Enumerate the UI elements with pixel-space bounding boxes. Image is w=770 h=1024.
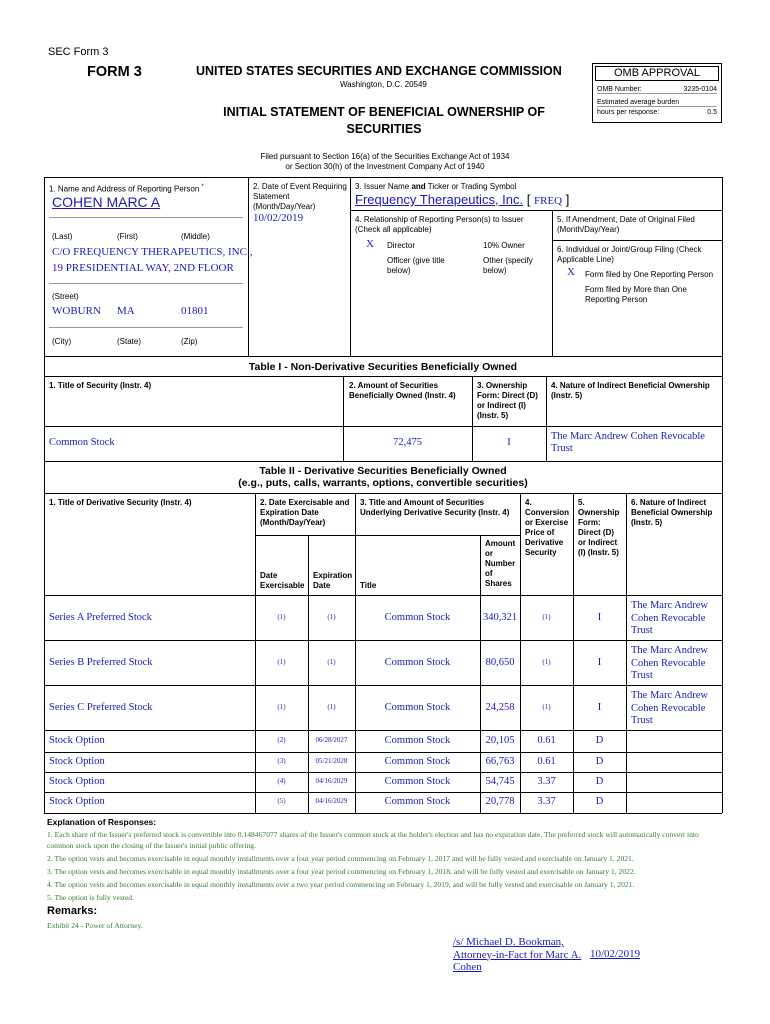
- table1-col3-header: [477, 381, 538, 421]
- director-check[interactable]: X: [366, 238, 374, 250]
- table1-col4-header: [551, 381, 710, 401]
- other-label-1: Other (specify: [483, 256, 533, 265]
- derivative-title: Series C Preferred Stock: [49, 702, 153, 713]
- nature-of-ownership: [631, 645, 708, 683]
- table1-col2-header-b: Beneficially Owned (Instr. 4): [349, 391, 456, 400]
- signature-line-1: /s/ Michael D. Bookman,: [453, 936, 564, 948]
- officer-label-2: below): [387, 266, 411, 275]
- table1-col4-header-b: (Instr. 5): [551, 391, 583, 400]
- table2-col6-header-a: 6. Nature of Indirect: [631, 498, 707, 507]
- box6-label-2: Applicable Line): [557, 255, 614, 264]
- date-exercisable-header: [260, 571, 304, 591]
- table1-col3-header-d: (Instr. 5): [477, 411, 509, 420]
- reporting-person-name[interactable]: COHEN MARC A: [52, 194, 161, 210]
- table1-col4-header-a: 4. Nature of Indirect Beneficial Ownership: [551, 381, 710, 390]
- underlying-title: Common Stock: [384, 776, 451, 787]
- date-exercisable: (5): [277, 797, 286, 805]
- officer-label: [387, 256, 445, 276]
- ownership-form: I: [597, 702, 602, 713]
- footnote-4: 4. The option vests and becomes exercisable in equal monthly installments over a two year period commencing on February 1, 2019, and will be fully vested and exercisable on January 1, 2021.: [47, 880, 635, 889]
- more-reporting-label-2: Reporting Person: [585, 295, 648, 304]
- director-label: Director: [387, 241, 416, 250]
- omb-approval-title: OMB APPROVAL: [595, 66, 719, 81]
- table1-nature: [551, 431, 705, 455]
- derivative-title: Series A Preferred Stock: [49, 612, 152, 623]
- filed-line-1: Filed pursuant to Section 16(a) of the Securities Exchange Act of 1934: [260, 152, 510, 161]
- omb-approval-box: [592, 63, 722, 123]
- city-label: (City): [52, 337, 72, 346]
- conversion-price: 3.37: [537, 796, 556, 807]
- more-reporting-label-1: Form filed by More than One: [585, 285, 687, 294]
- nature-line-1: The Marc Andrew: [631, 645, 708, 656]
- box3-label-and: and: [411, 182, 426, 191]
- table2-col5-header-f: (I) (Instr. 5): [578, 548, 619, 557]
- middle-label: (Middle): [181, 232, 210, 241]
- other-label: [483, 256, 533, 276]
- table2-col1-header: 1. Title of Derivative Security (Instr. 4): [49, 498, 192, 507]
- agency-location: Washington, D.C. 20549: [340, 80, 427, 89]
- date-exercisable: (4): [277, 777, 286, 785]
- box5-label-1: 5. If Amendment, Date of Original Filed: [557, 215, 695, 224]
- explanation-notes: [47, 829, 725, 903]
- table1-nature-line-1: The Marc Andrew Cohen Revocable: [551, 431, 705, 442]
- underlying-shares: 54,745: [485, 776, 515, 787]
- nature-line-2: Cohen Revocable: [631, 612, 706, 624]
- box6-label-1: 6. Individual or Joint/Group Filing (Check: [557, 245, 702, 254]
- expiration-date-header: [313, 571, 352, 591]
- nature-of-ownership: [631, 600, 708, 638]
- amount-shares-header-1: Amount: [485, 539, 516, 548]
- issuer-name-link[interactable]: Frequency Therapeutics, Inc.: [355, 192, 524, 207]
- expiration-date: 06/28/2027: [315, 736, 348, 744]
- zip-label: (Zip): [181, 337, 198, 346]
- signature-date: 10/02/2019: [590, 948, 641, 960]
- date-exercisable: (1): [277, 613, 286, 621]
- footnote-2: 2. The option vests and becomes exercisable in equal monthly installments over a four year period commencing on February 1, 2017 and will be fully vested and exercisable on January 1, 2021.: [47, 854, 634, 863]
- table2-col6-header: [631, 498, 712, 528]
- nature-of-ownership: [631, 690, 708, 728]
- table1-col2-header: [349, 381, 456, 401]
- address-line-1: C/O FREQUENCY THERAPEUTICS, INC.,: [52, 246, 253, 258]
- table1-col3-header-c: or Indirect (I): [477, 401, 526, 410]
- table2-col5-header-a: 5.: [578, 498, 585, 507]
- underlying-title: Common Stock: [384, 796, 451, 807]
- nature-line-3: Trust: [631, 715, 653, 726]
- box1-asterisk: *: [201, 184, 204, 190]
- table2-title-2: (e.g., puts, calls, warrants, options, convertible securities): [238, 477, 528, 489]
- underlying-shares: 340,321: [482, 612, 518, 623]
- conversion-price: (1): [542, 658, 551, 666]
- expiration-date: (1): [327, 613, 336, 621]
- ownership-form: I: [597, 612, 602, 623]
- underlying-title: Common Stock: [384, 657, 451, 668]
- table2-col6-header-c: (Instr. 5): [631, 518, 663, 527]
- underlying-shares: 20,105: [485, 735, 515, 746]
- remarks-title: Remarks:: [47, 905, 98, 917]
- ownership-form: D: [595, 796, 604, 807]
- amount-shares-header-3: Number: [485, 559, 516, 568]
- omb-hours: 0.5: [707, 109, 717, 116]
- issuer-line: [355, 192, 569, 207]
- explanation-title: Explanation of Responses:: [47, 817, 157, 827]
- underlying-title: Common Stock: [384, 702, 451, 713]
- table2-col4-header: [525, 498, 569, 558]
- first-label: (First): [117, 232, 138, 241]
- form-number: FORM 3: [87, 64, 142, 80]
- street-label: (Street): [52, 292, 79, 301]
- other-label-2: below): [483, 266, 507, 275]
- table1-ownership-form: I: [507, 437, 511, 448]
- conversion-price: 3.37: [537, 776, 556, 787]
- expiration-date: (1): [327, 658, 336, 666]
- omb-hours-label: hours per response:: [597, 109, 660, 116]
- footnote-3: 3. The option vests and becomes exercisable in equal monthly installments over a four year period commencing on February 1, 2018, and will be fully vested and exercisable on January 1, 2022.: [47, 867, 636, 876]
- derivative-title: Stock Option: [49, 776, 105, 787]
- underlying-shares: 20,778: [485, 796, 515, 807]
- ticker-symbol: FREQ: [534, 195, 563, 207]
- box3-label: [355, 182, 516, 192]
- table2-col5-header: [578, 498, 619, 558]
- table2-col3-header-a: 3. Title and Amount of Securities: [360, 498, 485, 507]
- ticker-bracket-open: [: [526, 192, 531, 207]
- table1-col1-header: 1. Title of Security (Instr. 4): [49, 381, 152, 390]
- underlying-shares: 80,650: [485, 657, 515, 668]
- nature-line-1: The Marc Andrew: [631, 690, 708, 701]
- date-exercisable-header-2: Exercisable: [260, 581, 305, 590]
- event-date: 10/02/2019: [253, 212, 304, 224]
- expiration-date-header-2: Date: [313, 581, 331, 590]
- expiration-date: 04/16/2029: [315, 797, 348, 805]
- table2-col4-header-f: Security: [525, 548, 557, 557]
- table2-col5-header-d: Direct (D): [578, 528, 615, 537]
- box2-label: [253, 182, 347, 212]
- box6-label: [557, 245, 702, 265]
- table2-col2-header: [260, 498, 349, 528]
- table2-col5-header-e: or Indirect: [578, 538, 618, 547]
- ten-percent-owner-label: 10% Owner: [483, 241, 525, 250]
- date-exercisable: (1): [277, 703, 286, 711]
- date-exercisable: (2): [277, 736, 286, 744]
- amount-shares-header-2: or: [485, 549, 493, 558]
- table1-amount: 72,475: [393, 437, 422, 448]
- table1-col3-header-b: Form: Direct (D): [477, 391, 538, 400]
- expiration-date: 04/16/2029: [315, 777, 348, 785]
- derivative-title: Stock Option: [49, 796, 105, 807]
- officer-label-1: Officer (give title: [387, 256, 445, 265]
- box5-label-2: (Month/Day/Year): [557, 225, 620, 234]
- date-exercisable: (1): [277, 658, 286, 666]
- box4-label-1: 4. Relationship of Reporting Person(s) to Issuer: [355, 215, 524, 224]
- box2-label-3: (Month/Day/Year): [253, 202, 316, 211]
- table2-col2-header-c: (Month/Day/Year): [260, 518, 326, 527]
- table2-col3-header: [360, 498, 509, 518]
- table2-col3-header-b: Underlying Derivative Security (Instr. 4): [360, 508, 510, 517]
- date-exercisable: (3): [277, 757, 286, 765]
- signature-block: [453, 936, 581, 974]
- box4-label-2: (Check all applicable): [355, 225, 432, 234]
- table1-security-title: Common Stock: [49, 437, 115, 448]
- underlying-shares: 66,763: [485, 756, 515, 767]
- table2-title-1: Table II - Derivative Securities Beneficially Owned: [259, 465, 507, 477]
- derivative-title: Stock Option: [49, 756, 105, 767]
- nature-line-2: Cohen Revocable: [631, 657, 706, 669]
- underlying-title: Common Stock: [384, 735, 451, 746]
- table2-col4-header-a: 4.: [525, 498, 532, 507]
- ownership-form: D: [595, 756, 604, 767]
- underlying-title: Common Stock: [384, 612, 451, 623]
- table2-title: [44, 465, 722, 489]
- conversion-price: 0.61: [537, 756, 556, 767]
- table1-title: Table I - Non-Derivative Securities Beneficially Owned: [248, 361, 518, 373]
- table2-col4-header-e: Derivative: [525, 538, 564, 547]
- omb-number-label: OMB Number:: [597, 86, 642, 93]
- table1-nature-line-2: Trust: [551, 443, 573, 454]
- one-reporting-person-check[interactable]: X: [567, 266, 575, 278]
- box1-label: [49, 182, 204, 195]
- nature-line-2: Cohen Revocable: [631, 702, 706, 714]
- derivative-title: Stock Option: [49, 735, 105, 746]
- table2-col6-header-b: Beneficial Ownership: [631, 508, 713, 517]
- expiration-date: 05/21/2028: [315, 757, 348, 765]
- conversion-price: 0.61: [537, 735, 556, 746]
- footnote-5: 5. The option is fully vested.: [47, 893, 134, 902]
- omb-number: 3235-0104: [683, 86, 717, 93]
- amount-shares-header-4: of: [485, 569, 493, 578]
- underlying-shares: 24,258: [485, 702, 515, 713]
- filed-line-2: or Section 30(h) of the Investment Company Act of 1940: [285, 162, 485, 171]
- remarks-text: Exhibit 24 - Power of Attorney.: [47, 921, 143, 930]
- table2-col5-header-b: Ownership: [578, 508, 620, 517]
- last-label: (Last): [52, 232, 73, 241]
- nature-line-1: The Marc Andrew: [631, 600, 708, 611]
- underlying-title-header: Title: [360, 581, 377, 590]
- state-label: (State): [117, 337, 142, 346]
- table2-col5-header-c: Form:: [578, 518, 601, 527]
- conversion-price: (1): [542, 703, 551, 711]
- table2-col2-header-b: Expiration Date: [260, 508, 319, 517]
- filed-pursuant-line: [200, 152, 570, 172]
- more-reporting-persons-label: [585, 285, 687, 305]
- conversion-price: (1): [542, 613, 551, 621]
- one-reporting-person-label: Form filed by One Reporting Person: [585, 270, 714, 279]
- nature-line-3: Trust: [631, 670, 653, 681]
- expiration-date: (1): [327, 703, 336, 711]
- address-line-2: 19 PRESIDENTIAL WAY, 2ND FLOOR: [52, 262, 234, 274]
- ticker-bracket-close: ]: [565, 192, 570, 207]
- box4-label: [355, 215, 524, 235]
- city-value: WOBURN: [52, 305, 101, 317]
- amount-shares-header: [485, 539, 515, 589]
- box2-label-2: Statement: [253, 192, 290, 201]
- table2-col4-header-b: Conversion: [525, 508, 570, 517]
- ownership-form: D: [595, 776, 604, 787]
- table1-col3-header-a: 3. Ownership: [477, 381, 528, 390]
- box5-label: [557, 215, 695, 235]
- ownership-form: I: [597, 657, 602, 668]
- nature-line-3: Trust: [631, 625, 653, 636]
- box2-label-1: 2. Date of Event Requiring: [253, 182, 347, 191]
- state-value: MA: [117, 305, 135, 317]
- signature-line-2: Attorney-in-Fact for Marc A.: [453, 948, 582, 961]
- amount-shares-header-5: Shares: [485, 579, 512, 588]
- table1-col2-header-a: 2. Amount of Securities: [349, 381, 439, 390]
- underlying-title: Common Stock: [384, 756, 451, 767]
- box1-label-text: 1. Name and Address of Reporting Person: [49, 184, 200, 194]
- expiration-date-header-1: Expiration: [313, 571, 353, 580]
- box3-label-pre: 3. Issuer Name: [355, 182, 412, 191]
- date-exercisable-header-1: Date: [260, 571, 278, 580]
- derivative-title: Series B Preferred Stock: [49, 657, 153, 668]
- box3-label-post: Ticker or Trading Symbol: [425, 182, 517, 191]
- table2-col4-header-d: Price of: [525, 528, 555, 537]
- table2-col4-header-c: or Exercise: [525, 518, 569, 527]
- ownership-form: D: [595, 735, 604, 746]
- sec-form-label: SEC Form 3: [48, 46, 109, 58]
- table2-col2-header-a: 2. Date Exercisable and: [260, 498, 350, 507]
- signature-line-3: Cohen: [453, 961, 482, 973]
- statement-title: INITIAL STATEMENT OF BENEFICIAL OWNERSHIP OF SECURITIES: [223, 105, 545, 136]
- agency-title: UNITED STATES SECURITIES AND EXCHANGE COMMISSION: [196, 64, 562, 78]
- zip-value: 01801: [181, 305, 209, 317]
- omb-burden-label: Estimated average burden: [597, 99, 680, 106]
- footnote-1: 1. Each share of the Issuer's preferred stock is convertible into 0.148467077 shares of the Issuer's common stock at the holder's election and has no expiration date. The preferred stock will automatically convert into common stock upon the closing of the Issuer's initial public offering.: [47, 830, 699, 850]
